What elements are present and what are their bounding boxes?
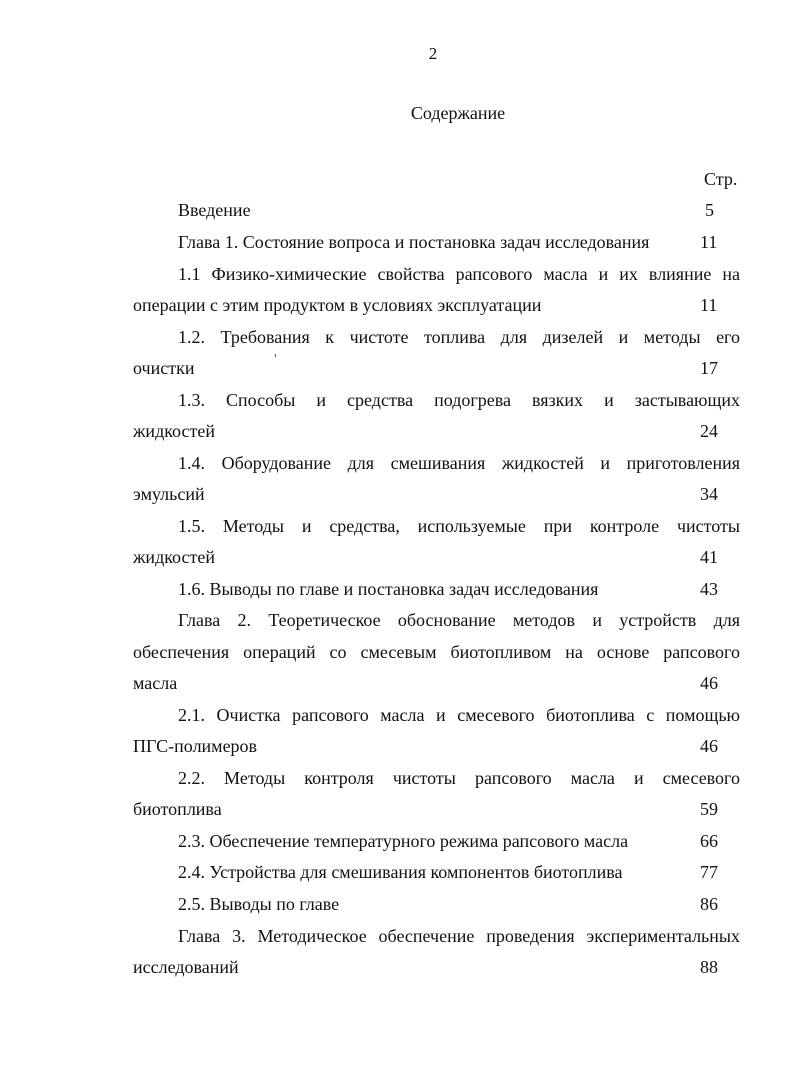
toc-entry-page: 41 — [700, 547, 718, 567]
toc-entry-page: 43 — [700, 579, 718, 599]
toc-entry-page: 46 — [700, 736, 718, 756]
toc-entry-text: жидкостей — [133, 547, 215, 567]
toc-entry-text: жидкостей — [133, 421, 215, 441]
toc-entry-text: исследований — [133, 957, 239, 977]
toc-entry-text: 1.2. Требования к чистоте топлива для дизелей и методы его — [178, 327, 740, 347]
toc-entry-page: 59 — [700, 799, 718, 819]
toc-entry-text: 2.5. Выводы по главе — [178, 894, 340, 914]
toc-entry-page: 5 — [705, 200, 714, 220]
toc-entry-text: 1.6. Выводы по главе и постановка задач исследования — [178, 579, 599, 599]
toc-entry-text: 2.2. Методы контроля чистоты рапсового масла и смесевого — [178, 768, 740, 788]
toc-entry-text: эмульсий — [133, 484, 205, 504]
toc-entry-page: 88 — [700, 957, 718, 977]
page-number: 2 — [428, 44, 438, 63]
toc-entry-text: операции с этим продуктом в условиях эксплуатации — [133, 295, 542, 315]
toc-entry-page: 77 — [700, 862, 718, 882]
toc-entry-text: 2.3. Обеспечение температурного режима рапсового масла — [178, 831, 629, 851]
toc-entry-text: 1.4. Оборудование для смешивания жидкостей и приготовления — [178, 453, 740, 473]
toc-entry-page: 46 — [700, 673, 718, 693]
toc-entry-text: 1.3. Способы и средства подогрева вязких и застывающих — [178, 390, 740, 410]
toc-entry-text: 2.1. Очистка рапсового масла и смесевого биотоплива с помощью — [178, 705, 740, 725]
toc-entry-text: обеспечения операций со смесевым биотопливом на основе рапсового — [133, 642, 740, 662]
scan-speck — [275, 354, 276, 357]
page-column-label: Стр. — [704, 169, 738, 189]
toc-entry-text: масла — [133, 673, 178, 693]
toc-entry-text: 1.5. Методы и средства, используемые при контроле чистоты — [178, 516, 740, 536]
page-title: Содержание — [410, 103, 506, 123]
toc-entry-text: Введение — [178, 200, 251, 220]
toc-entry-text: Глава 2. Теоретическое обоснование методов и устройств для — [178, 610, 740, 630]
toc-entry-text: ПГС-полимеров — [133, 736, 258, 756]
toc-entry-page: 11 — [700, 295, 718, 315]
toc-entry-text: 1.1 Физико-химические свойства рапсового масла и их влияние на — [178, 264, 740, 284]
toc-entry-page: 34 — [700, 484, 718, 504]
toc-entry-text: 2.4. Устройства для смешивания компонентов биотоплива — [178, 862, 623, 882]
toc-entry-page: 86 — [700, 894, 718, 914]
toc-entry-page: 66 — [700, 831, 718, 851]
toc-entry-text: Глава 3. Методическое обеспечение проведения экспериментальных — [178, 926, 740, 946]
toc-entry-text: биотоплива — [133, 799, 222, 819]
toc-entry-text: Глава 1. Состояние вопроса и постановка задач исследования — [178, 232, 650, 252]
toc-entry-text: очистки — [133, 358, 195, 378]
toc-entry-page: 11 — [700, 232, 718, 252]
toc-entry-page: 17 — [700, 358, 718, 378]
toc-entry-page: 24 — [700, 421, 718, 441]
